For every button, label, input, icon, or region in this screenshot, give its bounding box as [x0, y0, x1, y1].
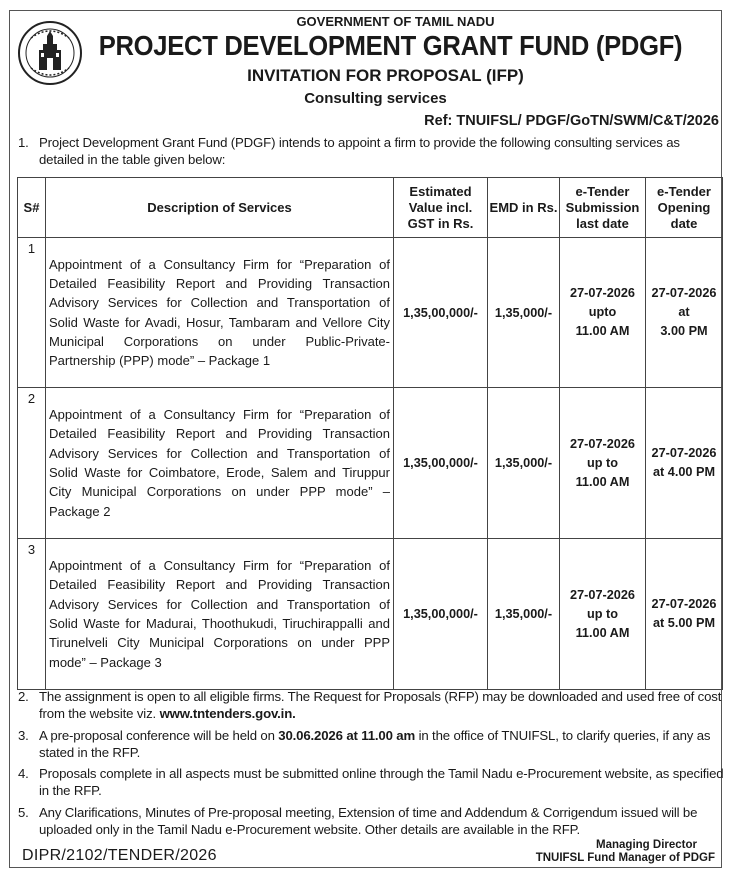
- intro-text: Project Development Grant Fund (PDGF) intends to appoint a firm to provide the following consulting services as detailed in the table given below:: [39, 135, 680, 167]
- row-sno: 1: [18, 238, 46, 388]
- opening-note: at: [678, 305, 690, 319]
- table-row: [18, 388, 723, 539]
- opening-date: 27-07-2026: [651, 286, 717, 300]
- intro-paragraph: [18, 134, 724, 168]
- header-value: Estimated Value incl. GST in Rs.: [394, 178, 488, 238]
- table-row: [18, 539, 723, 690]
- services-table: [17, 177, 723, 690]
- row-emd: 1,35,000/-: [488, 388, 560, 539]
- item-number: 4.: [18, 766, 29, 781]
- row-opening: [646, 388, 723, 539]
- item-number: 1.: [18, 135, 29, 150]
- item-number: 2.: [18, 689, 29, 704]
- opening-time: 3.00 PM: [660, 324, 708, 338]
- item-number: 5.: [18, 805, 29, 820]
- table-row: [18, 238, 723, 388]
- submission-note: upto: [588, 305, 617, 319]
- notice-subtitle: INVITATION FOR PROPOSAL (IFP): [247, 66, 524, 85]
- opening-time: at 5.00 PM: [652, 616, 716, 630]
- government-heading: GOVERNMENT OF TAMIL NADU: [296, 14, 495, 29]
- note-3-text-b: in the office of TNUIFSL, to clarify queries, if any as stated in the RFP.: [39, 728, 711, 760]
- dipr-number: DIPR/2102/TENDER/2026: [22, 847, 217, 864]
- note-3-text-a: A pre-proposal conference will be held on: [39, 728, 275, 743]
- submission-date: 27-07-2026: [570, 286, 635, 300]
- submission-time: 11.00 AM: [575, 474, 630, 489]
- row-sno: 2: [18, 388, 46, 539]
- note-5: [18, 804, 724, 838]
- submission-date: 27-07-2026: [570, 587, 635, 602]
- note-5-text: Any Clarifications, Minutes of Pre-proposal meeting, Extension of time and Addendum & Corrigendum issued will be uploaded only in the Tamil Nadu e-Procurement website. Other details are available in the RFP.: [39, 805, 698, 837]
- signatory-organisation: TNUIFSL Fund Manager of PDGF: [535, 852, 715, 864]
- row-value: 1,35,00,000/-: [394, 238, 488, 388]
- note-2-text: The assignment is open to all eligible firms. The Request for Proposals (RFP) may be downloaded and used free of cost from the website viz.: [39, 689, 722, 721]
- row-sno: 3: [18, 539, 46, 690]
- row-description: Appointment of a Consultancy Firm for “Preparation of Detailed Feasibility Report and Providing Transaction Advisory Services for Collection and Transportation of Solid Waste for Avadi, Hosur, Tambaram and Vellore City Municipal Corporations on under Public-Private-Partnership (PPP) mode” – Package 1: [46, 238, 394, 388]
- opening-date: 27-07-2026: [651, 597, 717, 611]
- opening-time: at 4.00 PM: [652, 465, 716, 479]
- submission-date: 27-07-2026: [570, 436, 635, 451]
- row-submission: [560, 238, 646, 388]
- submission-time: 11.00 AM: [575, 625, 630, 640]
- signatory-designation: Managing Director: [596, 839, 697, 851]
- header-sno: S#: [18, 178, 46, 238]
- row-value: 1,35,00,000/-: [394, 539, 488, 690]
- header-emd: EMD in Rs.: [488, 178, 560, 238]
- note-4-text: Proposals complete in all aspects must be submitted online through the Tamil Nadu e-Procurement website, as specified in the RFP.: [39, 766, 724, 798]
- note-3: [18, 727, 724, 761]
- submission-note: up to: [586, 606, 618, 621]
- table-header-row: [18, 178, 723, 238]
- notice-title: PROJECT DEVELOPMENT GRANT FUND (PDGF): [98, 30, 683, 61]
- row-opening: [646, 238, 723, 388]
- row-description: Appointment of a Consultancy Firm for “Preparation of Detailed Feasibility Report and Providing Transaction Advisory Services for Collection and Transportation of Solid Waste for Madurai, Thoothukudi, Tiruchirappalli and Tirunelveli City Municipal Corporations on under PPP mode” – Package 3: [46, 539, 394, 690]
- pre-proposal-date: 30.06.2026 at 11.00 am: [278, 728, 416, 743]
- row-emd: 1,35,000/-: [488, 238, 560, 388]
- row-submission: [560, 539, 646, 690]
- header-submission: e-Tender Submission last date: [560, 178, 646, 238]
- note-4: [18, 765, 724, 799]
- header-opening: e-Tender Opening date: [646, 178, 723, 238]
- reference-number: Ref: TNUIFSL/ PDGF/GoTN/SWM/C&T/2026: [424, 113, 719, 129]
- service-category: Consulting services: [304, 90, 447, 107]
- row-emd: 1,35,000/-: [488, 539, 560, 690]
- submission-time: 11.00 AM: [575, 324, 630, 338]
- note-2: [18, 688, 724, 722]
- header-description: Description of Services: [46, 178, 394, 238]
- row-value: 1,35,00,000/-: [394, 388, 488, 539]
- row-description: Appointment of a Consultancy Firm for “Preparation of Detailed Feasibility Report and Providing Transaction Advisory Services for Collection and Transportation of Solid Waste for Coimbatore, Erode, Salem and Tiruppur City Municipal Corporations on under PPP mode” – Package 2: [46, 388, 394, 539]
- submission-note: up to: [586, 455, 618, 470]
- row-submission: [560, 388, 646, 539]
- item-number: 3.: [18, 728, 29, 743]
- tender-website-link[interactable]: www.tntenders.gov.in.: [159, 706, 296, 721]
- row-opening: [646, 539, 723, 690]
- opening-date: 27-07-2026: [651, 446, 717, 460]
